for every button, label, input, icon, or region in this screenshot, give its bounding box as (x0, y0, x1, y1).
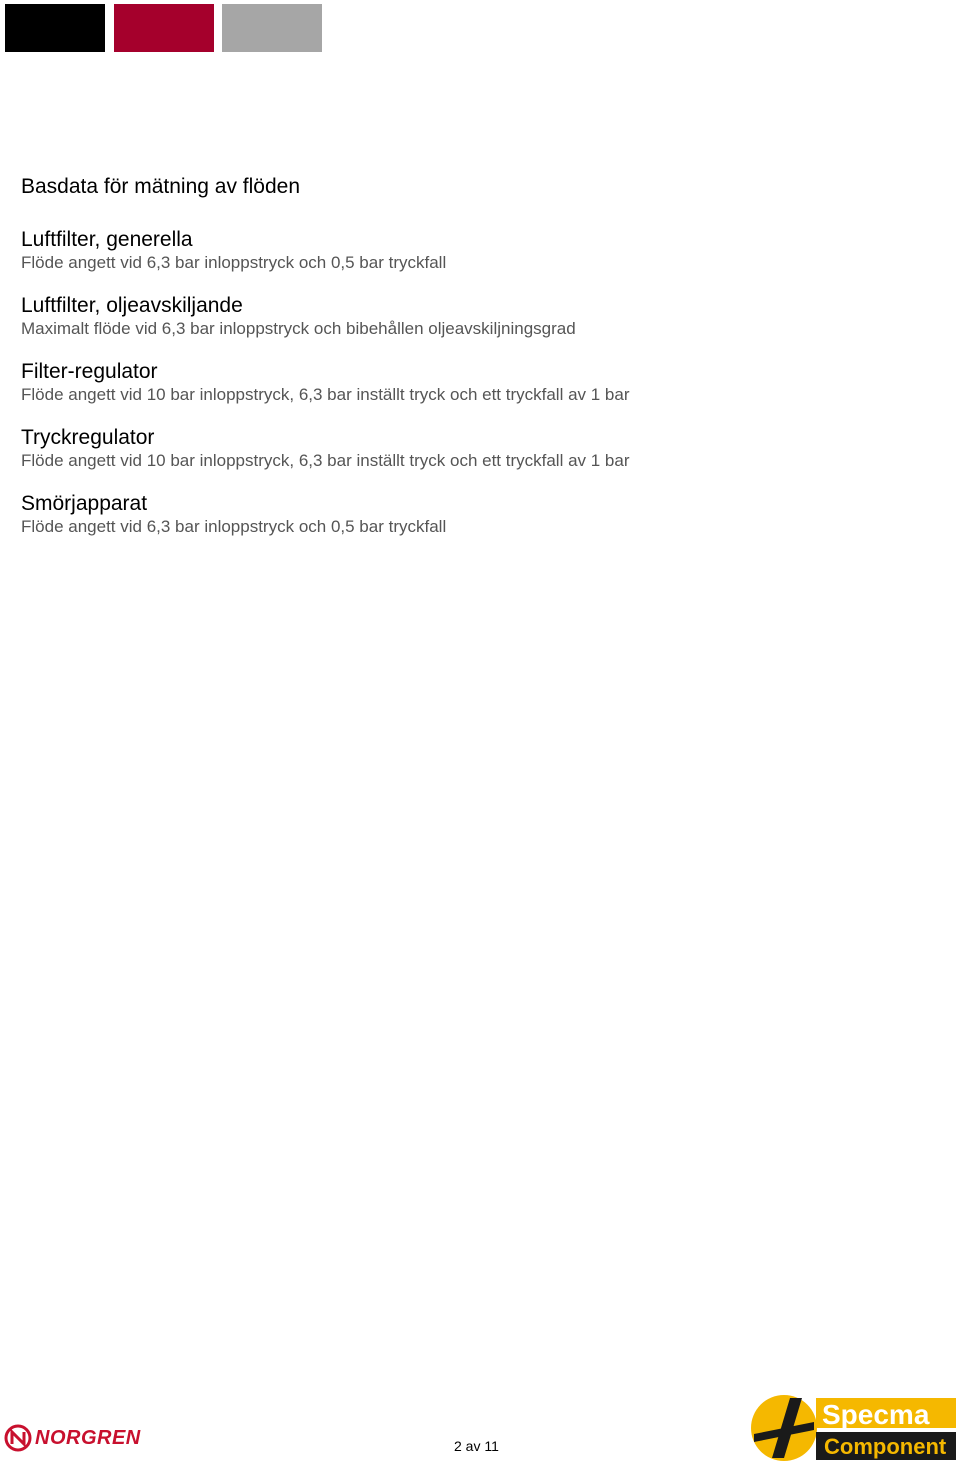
section-description: Maximalt flöde vid 6,3 bar inloppstryck och bibehållen oljeavskiljningsgrad (21, 319, 576, 338)
section-luftfilter-oljeavskiljande (21, 294, 921, 340)
page-number: 2 av 11 (454, 1438, 499, 1454)
section-description: Flöde angett vid 6,3 bar inloppstryck och 0,5 bar tryckfall (21, 517, 447, 536)
specma-wordmark: Specma (822, 1399, 930, 1430)
section-heading: Luftfilter, oljeavskiljande (21, 294, 243, 317)
component-wordmark: Component (824, 1434, 947, 1459)
section-heading: Filter-regulator (21, 360, 158, 383)
section-heading: Luftfilter, generella (21, 228, 193, 251)
section-description: Flöde angett vid 6,3 bar inloppstryck och 0,5 bar tryckfall (21, 253, 447, 272)
specma-component-logo (750, 1394, 958, 1462)
section-heading: Smörjapparat (21, 492, 148, 515)
norgren-wordmark: NORGREN (35, 1426, 141, 1449)
header-swatch-gray (222, 4, 322, 52)
section-smorjapparat (21, 492, 921, 538)
header-swatch-black (5, 4, 105, 52)
norgren-logo (4, 1424, 141, 1452)
header-swatch-red (114, 4, 214, 52)
section-tryckregulator (21, 426, 921, 472)
norgren-emblem-icon (4, 1424, 32, 1452)
section-description: Flöde angett vid 10 bar inloppstryck, 6,3 bar inställt tryck och ett tryckfall av 1 bar (21, 385, 630, 404)
section-heading: Tryckregulator (21, 426, 155, 449)
section-filter-regulator (21, 360, 921, 406)
section-description: Flöde angett vid 10 bar inloppstryck, 6,3 bar inställt tryck och ett tryckfall av 1 bar (21, 451, 630, 470)
document-body (21, 174, 921, 558)
section-luftfilter-generella (21, 228, 921, 274)
document-title: Basdata för mätning av flöden (21, 175, 301, 198)
